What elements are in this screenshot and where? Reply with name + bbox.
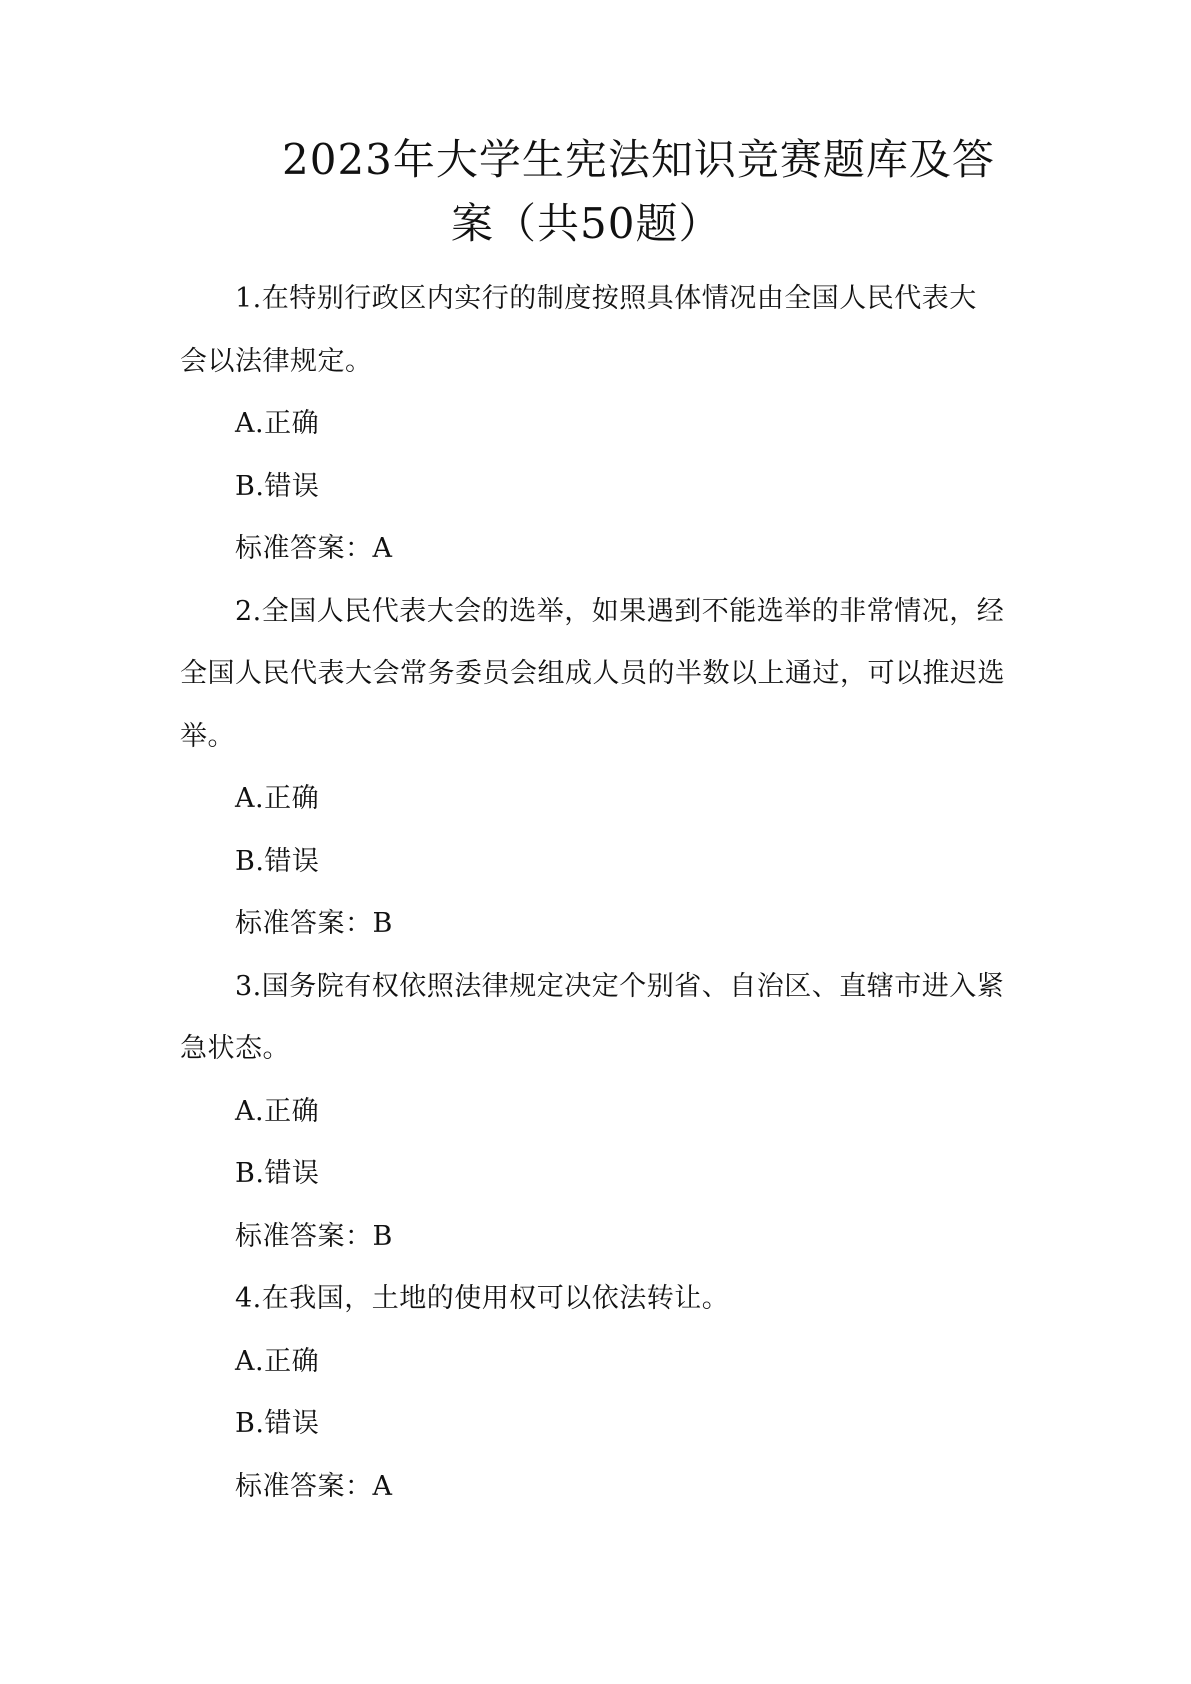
option-a: A.正确: [235, 1345, 320, 1377]
option-b: B.错误: [235, 1408, 320, 1439]
title-line-1: 2023年大学生宪法知识竞赛题库及答: [282, 135, 995, 184]
standard-answer: 标准答案：A: [235, 533, 393, 564]
question-4: [180, 1268, 1020, 1518]
standard-answer: 标准答案：B: [235, 908, 393, 939]
question-text-line: 全国人民代表大会常务委员会组成人员的半数以上通过，可以推迟选: [180, 658, 1005, 689]
document-title: [180, 128, 1010, 256]
question-text-line: 1.在特别行政区内实行的制度按照具体情况由全国人民代表大: [235, 283, 977, 314]
question-text-line: 4.在我国，土地的使用权可以依法转让。: [235, 1283, 730, 1314]
question-text-line: 急状态。: [180, 1033, 290, 1064]
option-a: A.正确: [235, 408, 320, 439]
title-line-2: 案（共50题）: [451, 199, 722, 248]
option-b: B.错误: [235, 470, 320, 502]
option-a: A.正确: [235, 1095, 320, 1127]
question-list: [180, 268, 1020, 1518]
option-a: A.正确: [235, 783, 320, 814]
question-1: [180, 268, 1020, 581]
option-b: B.错误: [235, 1158, 320, 1189]
standard-answer: 标准答案：A: [235, 1470, 393, 1502]
question-2: [180, 581, 1020, 956]
question-text-line: 3.国务院有权依照法律规定决定个别省、自治区、直辖市进入紧: [235, 970, 1005, 1002]
question-text-line: 会以法律规定。: [180, 345, 373, 377]
standard-answer: 标准答案：B: [235, 1220, 393, 1252]
option-b: B.错误: [235, 845, 320, 877]
question-3: [180, 956, 1020, 1269]
question-text-line: 举。: [180, 720, 235, 752]
question-text-line: 2.全国人民代表大会的选举，如果遇到不能选举的非常情况，经: [235, 595, 1005, 627]
